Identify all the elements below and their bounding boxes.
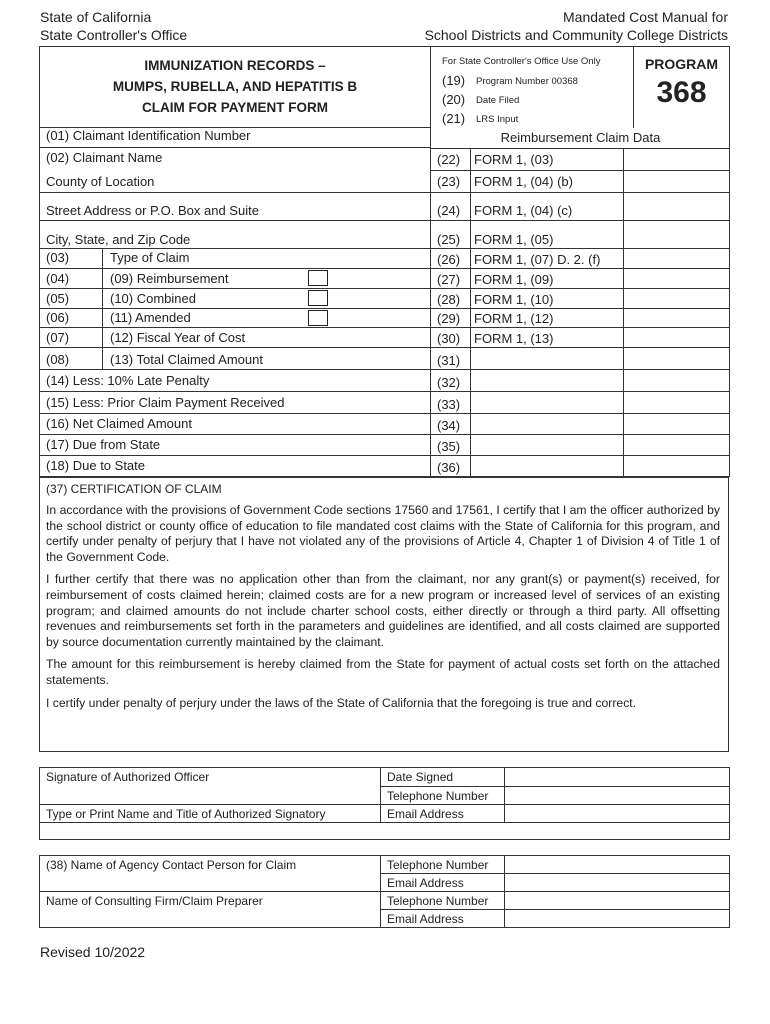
form-title-line1: IMMUNIZATION RECORDS – — [144, 58, 326, 73]
field-21-num: (21) — [442, 111, 466, 126]
program-number: 368 — [656, 76, 707, 109]
field-19-label[interactable]: Program Number 00368 — [476, 76, 578, 87]
certification-paragraph-1: In accordance with the provisions of Government Code sections 17560 and 17561, I certify that I am the officer authorized by the school district or county office of education to file mandated cost claims with the State of California for this program, and certify under penalty of perjury that I have not violated any of the provisions of Article 4, Chapter 1 of Division 4 of Title 1 of the Government Code. — [46, 503, 720, 564]
reimb-row-num: (31) — [437, 353, 461, 368]
reimb-row-num: (27) — [437, 272, 461, 287]
revision-date: Revised 10/2022 — [40, 944, 146, 960]
office-name: State Controller's Office — [40, 27, 188, 43]
reimb-row-label[interactable]: FORM 1, (05) — [474, 232, 554, 247]
street-address-label[interactable]: Street Address or P.O. Box and Suite — [46, 203, 259, 218]
reimb-row-label[interactable]: FORM 1, (09) — [474, 272, 554, 287]
reimb-row-num: (35) — [437, 439, 461, 454]
form-title — [40, 55, 430, 118]
reimb-row-num: (29) — [437, 311, 461, 326]
net-claimed-label[interactable]: (16) Net Claimed Amount — [46, 416, 192, 431]
fiscal-year-label[interactable]: (12) Fiscal Year of Cost — [110, 330, 246, 345]
form-title-line2: MUMPS, RUBELLA, AND HEPATITIS B — [112, 79, 358, 94]
reimb-row-num: (30) — [437, 331, 461, 346]
claimant-name-label[interactable]: (02) Claimant Name — [46, 150, 163, 165]
preparer-email-label[interactable]: Email Address — [387, 912, 464, 926]
reimb-row-label[interactable]: FORM 1, (07) D. 2. (f) — [474, 252, 601, 267]
signature-officer-label[interactable]: Signature of Authorized Officer — [46, 770, 210, 784]
prior-payment-label[interactable]: (15) Less: Prior Claim Payment Received — [46, 395, 285, 410]
reimb-row-num: (25) — [437, 232, 461, 247]
amended-checkbox[interactable] — [308, 310, 328, 326]
reimb-row-label[interactable]: FORM 1, (10) — [474, 292, 554, 307]
certification-paragraph-4: I certify under penalty of perjury under the laws of the State of California that the foregoing is true and correct. — [46, 695, 637, 710]
reimb-row-num: (28) — [437, 292, 461, 307]
program-label: PROGRAM — [644, 56, 719, 72]
reimb-row-label[interactable]: FORM 1, (04) (c) — [474, 203, 573, 218]
reimb-row-label[interactable]: FORM 1, (03) — [474, 152, 554, 167]
reimbursement-claim-data-header: Reimbursement Claim Data — [500, 130, 661, 145]
reimb-row-num: (33) — [437, 397, 461, 412]
combined-label: (10) Combined — [110, 291, 196, 306]
office-use-label: For State Controller's Office Use Only — [442, 56, 601, 67]
certification-paragraph-2: I further certify that there was no application other than from the claimant, nor any grant(s) or payment(s) received, for reimbursement of costs claimed herein; claimed costs are for a new program or increased level of services of an existing program; and claimed amounts do not include charter school costs, either directly or through a third party. All offsetting revenues and reimbursements set forth in the parameters and guidelines are identified, and all costs claimed are supported by source documentation currently maintained by the claimant. — [46, 572, 720, 649]
reimb-row-label[interactable]: FORM 1, (13) — [474, 331, 554, 346]
total-claimed-label[interactable]: (13) Total Claimed Amount — [110, 352, 263, 367]
row-03-num: (03) — [46, 250, 70, 265]
city-state-zip-label[interactable]: City, State, and Zip Code — [46, 232, 191, 247]
reimb-row-num: (36) — [437, 460, 461, 475]
contact-telephone-label[interactable]: Telephone Number — [387, 858, 489, 872]
reimbursement-label: (09) Reimbursement — [110, 271, 229, 286]
claimant-id-label[interactable]: (01) Claimant Identification Number — [46, 128, 251, 143]
certification-paragraph-3: The amount for this reimbursement is hereby claimed from the State for payment of actual costs set forth on the attached statements. — [46, 657, 720, 687]
signature-telephone-label[interactable]: Telephone Number — [387, 789, 489, 803]
field-20-label[interactable]: Date Filed — [476, 95, 520, 106]
reimb-row-label[interactable]: FORM 1, (04) (b) — [474, 174, 573, 189]
reimb-row-num: (23) — [437, 174, 461, 189]
type-of-claim-label: Type of Claim — [110, 250, 190, 265]
late-penalty-label[interactable]: (14) Less: 10% Late Penalty — [46, 373, 210, 388]
preparer-telephone-label[interactable]: Telephone Number — [387, 894, 489, 908]
row-05-num: (05) — [46, 291, 70, 306]
agency-contact-label[interactable]: (38) Name of Agency Contact Person for Claim — [46, 858, 297, 872]
manual-subtitle: School Districts and Community College Districts — [424, 27, 728, 43]
county-label[interactable]: County of Location — [46, 174, 155, 189]
manual-title: Mandated Cost Manual for — [563, 9, 728, 25]
field-19-num: (19) — [442, 73, 466, 88]
amended-label: (11) Amended — [110, 310, 191, 325]
state-name: State of California — [40, 9, 152, 25]
due-from-state-label[interactable]: (17) Due from State — [46, 437, 161, 452]
signature-email-label[interactable]: Email Address — [387, 807, 464, 821]
reimb-row-label[interactable]: FORM 1, (12) — [474, 311, 554, 326]
row-06-num: (06) — [46, 310, 70, 325]
row-04-num: (04) — [46, 271, 70, 286]
date-signed-label[interactable]: Date Signed — [387, 770, 454, 784]
contact-email-label[interactable]: Email Address — [387, 876, 464, 890]
certification-text — [46, 503, 720, 718]
consulting-firm-label[interactable]: Name of Consulting Firm/Claim Preparer — [46, 894, 263, 908]
reimbursement-checkbox[interactable] — [308, 270, 328, 286]
form-title-line3: CLAIM FOR PAYMENT FORM — [142, 100, 328, 115]
row-08-num: (08) — [46, 352, 70, 367]
print-name-label[interactable]: Type or Print Name and Title of Authorized Signatory — [46, 807, 326, 821]
field-20-num: (20) — [442, 92, 466, 107]
combined-checkbox[interactable] — [308, 290, 328, 306]
due-to-state-label[interactable]: (18) Due to State — [46, 458, 145, 473]
field-21-label[interactable]: LRS Input — [476, 114, 519, 125]
row-07-num: (07) — [46, 330, 70, 345]
reimb-row-num: (26) — [437, 252, 461, 267]
reimb-row-num: (24) — [437, 203, 461, 218]
certification-heading: (37) CERTIFICATION OF CLAIM — [46, 482, 222, 496]
reimb-row-num: (34) — [437, 418, 461, 433]
reimb-row-num: (22) — [437, 152, 461, 167]
reimb-row-num: (32) — [437, 375, 461, 390]
